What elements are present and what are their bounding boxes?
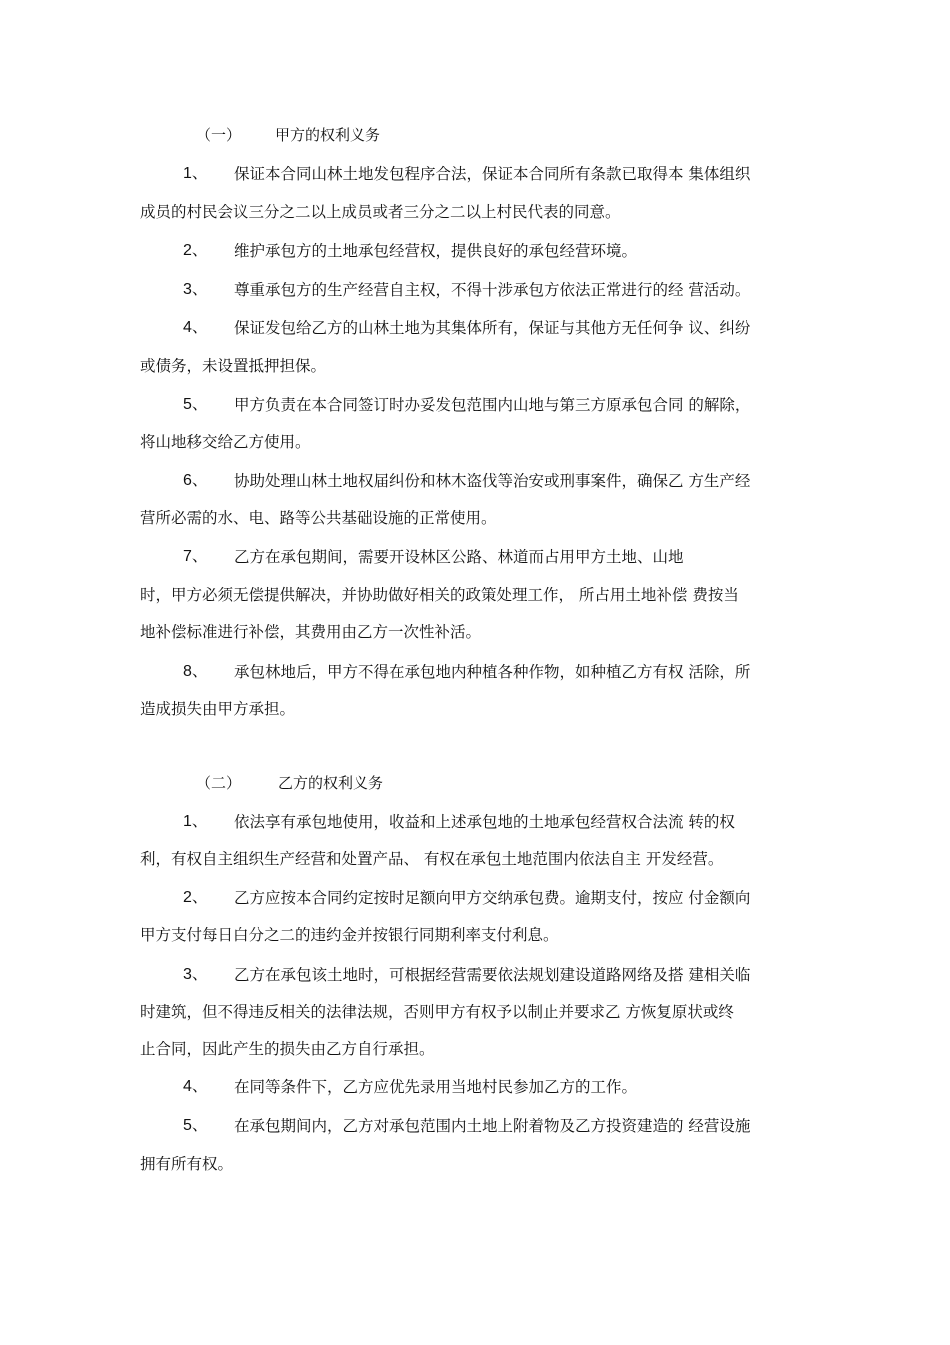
section-2-marker: （二） xyxy=(196,774,242,792)
section-2-item-2-number: 2、 xyxy=(183,889,208,906)
section-2-title: 乙方的权利义务 xyxy=(278,774,384,792)
section-1-item-5-line-2: 将山地移交给乙方使用。 xyxy=(140,433,311,451)
section-2-item-3-number: 3、 xyxy=(183,966,208,983)
section-2-item-5-number: 5、 xyxy=(183,1117,208,1134)
section-2-item-3-line-3: 止合同，因此产生的损失由乙方自行承担。 xyxy=(140,1040,435,1058)
section-1-item-8-line-2: 造成损失由甲方承担。 xyxy=(140,700,296,718)
section-1-item-8-line-1: 承包林地后，甲方不得在承包地内种植各种作物，如种植乙方有权 活除，所 xyxy=(234,663,751,681)
section-2-item-1-number: 1、 xyxy=(183,813,208,830)
section-2-item-1-line-2: 利，有权自主组织生产经营和处置产品、 有权在承包土地范围内依法自主 开发经营。 xyxy=(140,850,724,868)
section-1-item-8-number: 8、 xyxy=(183,663,208,680)
section-2-item-4-number: 4、 xyxy=(183,1078,208,1095)
section-1-item-4-number: 4、 xyxy=(183,319,208,336)
section-1-marker: （一） xyxy=(196,126,242,144)
section-2-item-3-line-1: 乙方在承包该土地时，可根据经营需要依法规划建设道路网络及搭 建相关临 xyxy=(234,966,751,984)
section-1-item-6-line-1: 协助处理山林土地权届纠份和林木盗伐等治安或刑事案件，确保乙 方生产经 xyxy=(234,472,751,490)
section-2-item-5-line-1: 在承包期间内，乙方对承包范围内土地上附着物及乙方投资建造的 经营设施 xyxy=(234,1117,751,1135)
section-2-item-3-line-2: 时建筑，但不得违反相关的法律法规，否则甲方有权予以制止并要求乙 方恢复原状或终 xyxy=(140,1003,734,1021)
section-2-item-2-line-2: 甲方支付每日白分之二的违约金并按银行同期利率支付利息。 xyxy=(140,926,559,944)
section-1-item-5-line-1: 甲方负责在本合同签订时办妥发包范围内山地与第三方原承包合同 的解除， xyxy=(234,396,751,414)
section-1-item-7-number: 7、 xyxy=(183,548,208,565)
section-1-item-5-number: 5、 xyxy=(183,396,208,413)
section-2-item-5-line-2: 拥有所有权。 xyxy=(140,1155,234,1173)
section-1-item-2-line-1: 维护承包方的土地承包经营权，提供良好的承包经营环境。 xyxy=(234,242,638,260)
section-2-item-2-line-1: 乙方应按本合同约定按时足额向甲方交纳承包费。逾期支付，按应 付金额向 xyxy=(234,889,751,907)
section-1-item-4-line-2: 或债务，未设置抵押担保。 xyxy=(140,357,327,375)
section-1-item-3-line-1: 尊重承包方的生产经营自主权，不得十涉承包方依法正常进行的经 营活动。 xyxy=(234,281,751,299)
section-2-item-4-line-1: 在同等条件下，乙方应优先录用当地村民参加乙方的工作。 xyxy=(234,1078,638,1096)
section-1-item-7-line-1: 乙方在承包期间，需要开设林区公路、林道而占用甲方土地、山地 xyxy=(234,548,684,566)
section-1-item-4-line-1: 保证发包给乙方的山林土地为其集体所有，保证与其他方无任何争 议、纠纷 xyxy=(234,319,751,337)
section-1-item-1-number: 1、 xyxy=(183,165,208,182)
section-1-item-7-line-3: 地补偿标准进行补偿，其费用由乙方一次性补活。 xyxy=(140,623,482,641)
section-1-item-6-line-2: 营所必需的水、电、路等公共基础设施的正常使用。 xyxy=(140,509,497,527)
section-1-item-6-number: 6、 xyxy=(183,472,208,489)
section-1-item-2-number: 2、 xyxy=(183,242,208,259)
section-1-title: 甲方的权利义务 xyxy=(275,126,381,144)
section-2-item-1-line-1: 依法享有承包地使用，收益和上述承包地的土地承包经营权合法流 转的权 xyxy=(234,813,735,831)
section-1-item-1-line-1: 保证本合同山林土地发包程序合法，保证本合同所有条款已取得本 集体组织 xyxy=(234,165,751,183)
section-1-item-1-line-2: 成员的村民会议三分之二以上成员或者三分之二以上村民代表的同意。 xyxy=(140,203,621,221)
section-1-item-7-line-2: 时，甲方必须无偿提供解决，并协助做好相关的政策处理工作， 所占用土地补偿 费按当 xyxy=(140,586,739,604)
section-1-item-3-number: 3、 xyxy=(183,281,208,298)
